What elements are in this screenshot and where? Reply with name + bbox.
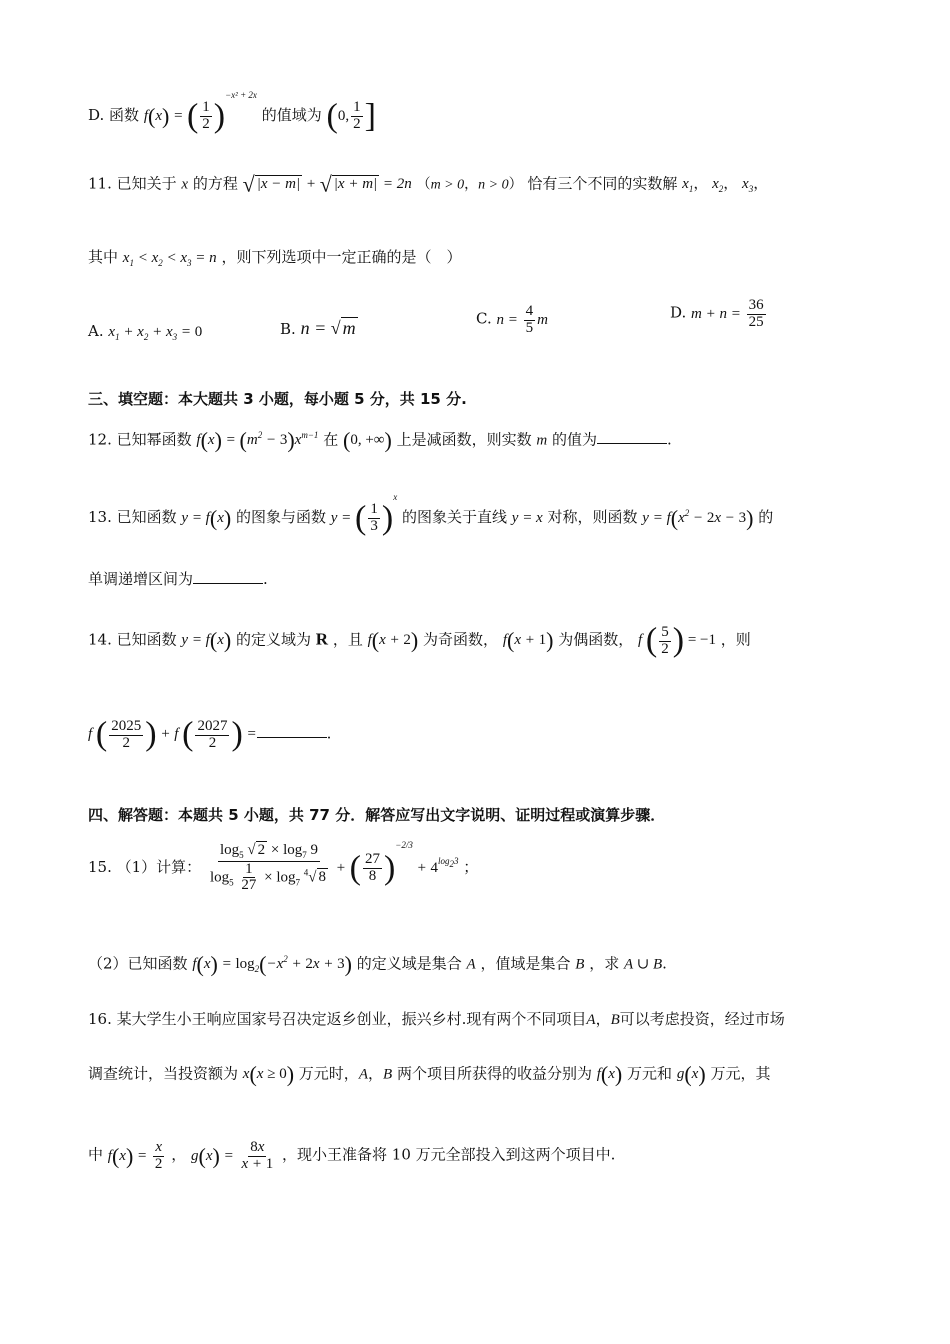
q14-text-b: 的定义域为	[235, 630, 311, 649]
q14-formula-1: y = f(x)	[181, 628, 232, 653]
q12-text-c: 上是减函数，则实数	[396, 430, 532, 449]
q11-option-d	[670, 298, 768, 331]
q14-formula-5: f ( $\frac{2025}{2}$ ) + f ( $\frac{2027}{2}$ ) =	[88, 716, 257, 753]
q12-interval: (0, +∞)	[342, 428, 392, 453]
q15-text-c: （2）已知函数	[88, 954, 188, 973]
q15-text-a: 15. （1）计算：	[88, 858, 202, 876]
q14-answer-blank[interactable]	[257, 737, 327, 738]
q11-text-c: 恰有三个不同的实数解	[527, 174, 678, 193]
q12-var-m: m	[536, 432, 548, 449]
q11-text-e: ，则下列选项中一定正确的是（ ）	[221, 248, 462, 266]
q11-roots: $x_1$， $x_2$， $x_3$，	[682, 176, 769, 195]
q12-formula: $f(x) = (m^2 - 3)x^{m-1}$	[196, 428, 319, 453]
q16-line1	[88, 1008, 785, 1029]
q11-opt-d-formula: m + n = $\frac{36}{25}$	[691, 297, 764, 330]
q15-formula: $f(x) = \log_2(-x^2 + 2x + 3)$	[192, 952, 352, 977]
q13-text-a: 13. 已知函数	[88, 508, 177, 526]
q10d-mid: 的值域为	[261, 106, 322, 124]
q16-line3	[88, 1140, 615, 1173]
q15-set-b: B	[575, 956, 585, 973]
q16-text-2c: 两个项目所获得的收益分别为	[396, 1064, 592, 1083]
q13-formula-1: y = f(x)	[181, 505, 232, 531]
q13-line2	[88, 568, 268, 589]
q13-formula-2: y = ( $\frac{1}{3}$ )$^x$	[330, 492, 398, 537]
q13-answer-blank[interactable]	[193, 583, 263, 584]
q10d-label: D. 函数	[88, 106, 140, 124]
q14-text-f: ，则	[720, 630, 751, 649]
q11-opt-a-label: A.	[88, 322, 104, 340]
q16-f-def: f(x) = $\frac{x}{2}$	[107, 1139, 163, 1172]
section-4-heading: 四、解答题：本题共 5 小题，共 77 分．解答应写出文字说明、证明过程或演算步骤．	[88, 806, 666, 824]
q11-line2	[88, 246, 461, 268]
q11-opt-b-formula: n = √ m	[300, 318, 356, 338]
q11-opt-d-label: D.	[670, 303, 687, 322]
q13-line1	[88, 492, 773, 538]
q16-text-2e: 万元，其	[710, 1064, 771, 1083]
q14-text-e: 为偶函数，	[558, 630, 634, 649]
q16-investment: x(x ≥ 0)	[242, 1062, 295, 1087]
q16-text-3a: 中	[88, 1145, 104, 1164]
q11-line1	[88, 172, 768, 198]
q16-text-3c: ，现小王准备将 10 万元全部投入到这两个项目中.	[282, 1145, 616, 1164]
q15-union: A ∪ B	[624, 956, 663, 973]
q11-opt-a-formula: $x_1 + x_2 + x_3 = 0$	[108, 324, 203, 342]
q15-text-f: ，求	[589, 954, 620, 973]
q12-text-a: 12. 已知幂函数	[88, 430, 192, 449]
q12-text-e: .	[667, 430, 672, 449]
q12	[88, 428, 672, 454]
q10d-range: (0, $\frac{1}{2}$ ]	[326, 97, 376, 135]
q15-text-e: ，值域是集合	[480, 954, 571, 973]
q14-reals: R	[315, 629, 329, 649]
q11-opt-b-label: B.	[280, 320, 296, 338]
q15-part1	[88, 840, 478, 894]
q16-text-2d: 万元和	[627, 1064, 673, 1083]
q15-expression: $\log_5$ √ $2 \times \log_7 9$ $\log_5$ $\frac{1}{27}$ × $\log_7 ^4√$ 8 + ( $\frac{27}{8}$ )$^{-2/3} + 4^{log_23}$	[209, 840, 459, 894]
q12-text-d: 的值为	[552, 430, 598, 449]
q14-line2	[88, 716, 331, 754]
q15-text-b: ；	[463, 858, 479, 876]
q16-f: f(x)	[596, 1062, 623, 1087]
q11-option-c	[476, 304, 548, 337]
q11-condition: （m > 0，n > 0）	[416, 177, 523, 193]
q14-text-g: .	[326, 724, 332, 743]
q13-text-c: 的图象关于直线	[401, 508, 507, 526]
q16-text-2a: 调查统计，当投资额为	[88, 1064, 239, 1083]
q11-text-a: 11. 已知关于	[88, 174, 177, 193]
q15-part2	[88, 952, 667, 978]
q16-line2	[88, 1062, 770, 1088]
q13-text-f: 单调递增区间为	[88, 570, 194, 588]
q11-option-b	[280, 318, 358, 339]
q11-text-d: 其中	[88, 248, 119, 266]
q11-opt-c-label: C.	[476, 309, 492, 328]
q13-text-b: 的图象与函数	[235, 508, 326, 526]
q14-text-d: 为奇函数，	[423, 630, 499, 649]
q11-opt-c-formula: n = $\frac{4}{5}$ m	[496, 303, 548, 336]
q11-option-a	[88, 322, 202, 342]
q16-text-1b: 可以考虑投资，经过市场	[619, 1010, 785, 1028]
q13-text-e: 的	[758, 508, 774, 526]
section-3-heading: 三、填空题：本大题共 3 小题，每小题 5 分，共 15 分.	[88, 390, 467, 408]
q11-equation: √ |x − m| + √ |x + m| = 2n	[242, 172, 412, 197]
q13-text-g: .	[263, 570, 268, 588]
q14-text-a: 14. 已知函数	[88, 630, 177, 649]
q13-formula-3: $y = f(x^2 - 2x - 3)$	[642, 505, 754, 531]
q12-text-b: 在	[323, 430, 339, 449]
q13-text-d: 对称，则函数	[547, 508, 638, 526]
q16-text-1: 16. 某大学生小王响应国家号召决定返乡创业，振兴乡村.现有两个不同项目	[88, 1010, 587, 1028]
q13-line-yx: y = x	[511, 510, 543, 526]
q14-line1	[88, 622, 751, 660]
q10d-formula: f(x) = ( $\frac{1}{2}$ )$^{-x^2 + 2x}$	[143, 90, 257, 135]
q16-text-3b: ，	[171, 1145, 187, 1164]
q15-text-g: .	[662, 954, 667, 973]
q14-formula-2: f(x + 2)	[367, 628, 419, 653]
q16-text-2b: 万元时，	[298, 1064, 359, 1083]
q14-formula-3: f(x + 1)	[502, 628, 554, 653]
q16-g: g(x)	[676, 1062, 706, 1087]
q16-projects: A，B	[586, 1012, 620, 1028]
q11-var-x: x	[181, 176, 189, 193]
q10-option-d	[88, 90, 376, 136]
q15-set-a: A	[466, 956, 476, 973]
q14-formula-4: f ( $\frac{5}{2}$ ) = −1	[638, 622, 716, 659]
q15-text-d: 的定义域是集合	[356, 954, 462, 973]
q16-projects-2: A，B	[358, 1066, 393, 1083]
q16-g-def: g(x) = $\frac{8x}{x + 1}$	[191, 1139, 274, 1172]
q11-order: $x_1 < x_2 < x_3 = n$	[122, 250, 217, 268]
q14-text-c: ，且	[332, 630, 363, 649]
q11-text-b: 的方程	[192, 174, 238, 193]
q12-answer-blank[interactable]	[597, 443, 667, 444]
